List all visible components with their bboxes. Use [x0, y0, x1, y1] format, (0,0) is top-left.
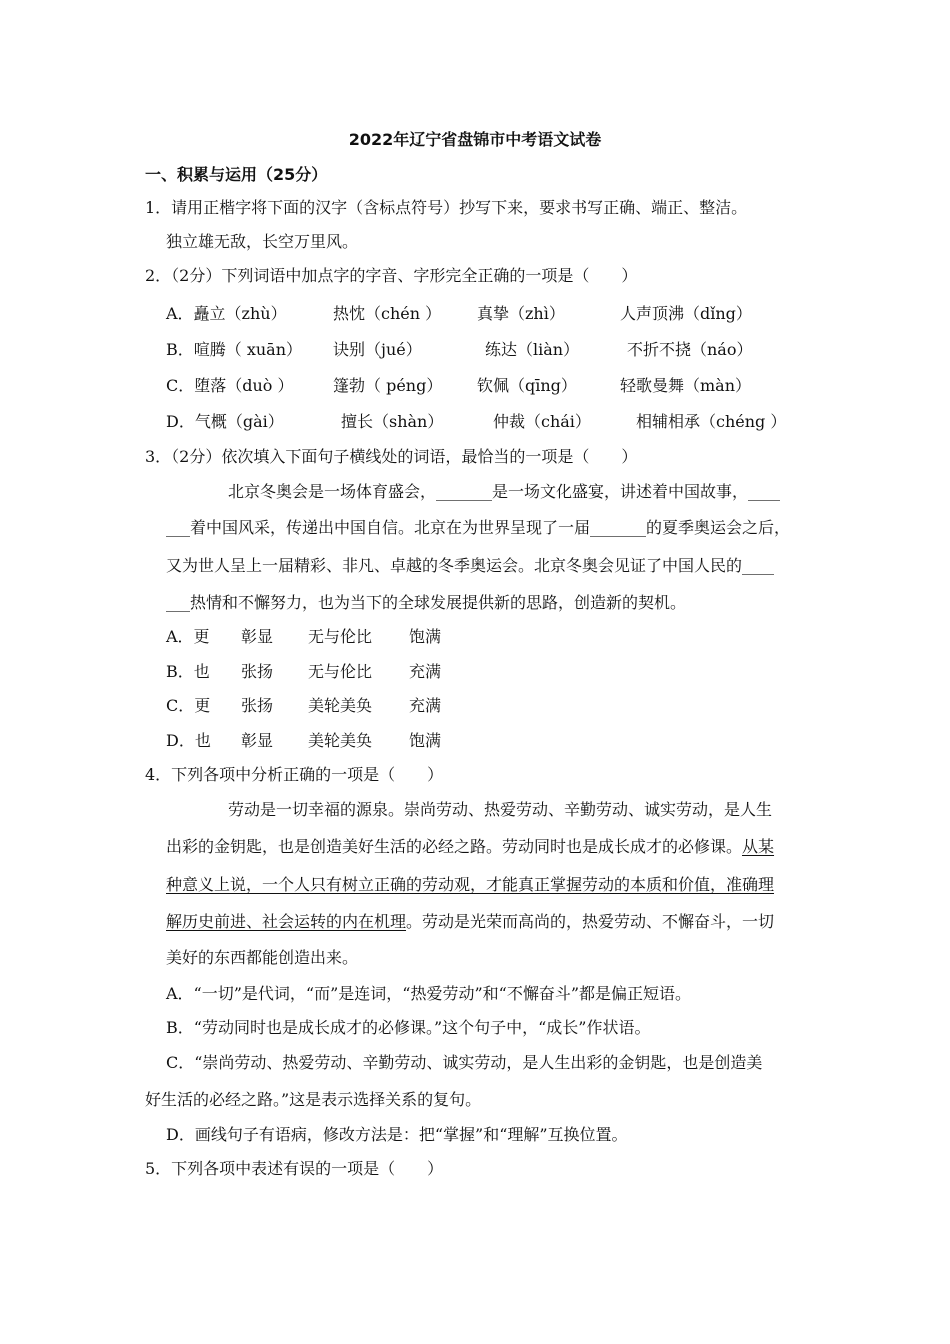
q4-option-a: A．“一切”是代词，“而”是连词，“热爱劳动”和“不懈奋斗”都是偏正短语。: [166, 984, 691, 1003]
q4-passage-text: 出彩的金钥匙，也是创造美好生活的必经之路。劳动同时也是成长成才的必修课。: [166, 837, 743, 856]
q2-option-d-1: D．气概（gài）: [166, 412, 284, 431]
q3-option-b-1: B．也: [166, 662, 210, 681]
q3-option-a-2: 彰显: [241, 627, 274, 646]
q3-option-a-1: A．更: [166, 627, 210, 646]
q4-underlined-sentence-end: 解历史前进、社会运转的内在机理: [166, 912, 407, 931]
q2-option-c-3: 钦佩（qīng）: [477, 376, 577, 395]
question-1-stem: 1．请用正楷字将下面的汉字（含标点符号）抄写下来，要求书写正确、端正、整洁。: [145, 198, 748, 217]
question-3-stem: 3．（2分）依次填入下面句子横线处的词语，最恰当的一项是（ ）: [145, 447, 638, 466]
q4-option-c-line-1: C．“崇尚劳动、热爱劳动、辛勤劳动、诚实劳动，是人生出彩的金钥匙，也是创造美: [166, 1053, 763, 1072]
q3-option-c-1: C．更: [166, 696, 211, 715]
q3-option-c-2: 张扬: [241, 696, 274, 715]
q4-passage-line-5: 美好的东西都能创造出来。: [166, 948, 359, 967]
q3-passage-line-2: ___着中国风采，传递出中国自信。北京在为世界呈现了一届_______的夏季奥运会之后，: [166, 518, 791, 537]
q2-option-c-2: 篷勃（ péng）: [333, 376, 443, 395]
q2-option-b-2: 诀别（jué）: [333, 340, 422, 359]
q4-option-d: D．画线句子有语病，修改方法是：把“掌握”和“理解”互换位置。: [166, 1125, 628, 1144]
q4-option-b: B．“劳动同时也是成长成才的必修课。”这个句子中，“成长”作状语。: [166, 1018, 651, 1037]
q3-option-c-4: 充满: [409, 696, 442, 715]
q3-option-d-3: 美轮美奂: [308, 731, 373, 750]
q3-option-b-4: 充满: [409, 662, 442, 681]
q3-option-d-4: 饱满: [409, 731, 442, 750]
q2-option-c-1: C．堕落（duò ）: [166, 376, 294, 395]
q2-option-d-2: 擅长（shàn）: [341, 412, 444, 431]
q3-passage-line-3: 又为世人呈上一届精彩、非凡、卓越的冬季奥运会。北京冬奥会见证了中国人民的____: [166, 556, 775, 575]
q3-passage-line-4: ___热情和不懈努力，也为当下的全球发展提供新的思路，创造新的契机。: [166, 593, 687, 612]
q3-option-b-3: 无与伦比: [308, 662, 373, 681]
q3-passage-line-1: 北京冬奥会是一场体育盛会，_______是一场文化盛宴，讲述着中国故事，____: [228, 482, 781, 501]
page-title: 2022年辽宁省盘锦市中考语文试卷: [348, 130, 602, 149]
q4-underlined-sentence-start: 从某: [742, 837, 775, 856]
q3-option-d-1: D．也: [166, 731, 211, 750]
q2-option-a-2: 热忱（chén ）: [333, 304, 442, 323]
question-5-stem: 5．下列各项中表述有误的一项是（ ）: [145, 1159, 444, 1178]
q2-option-d-4: 相辅相承（chéng ）: [636, 412, 787, 431]
q2-option-d-3: 仲裁（chái）: [493, 412, 591, 431]
q2-option-a-4: 人声顶沸（dǐng）: [620, 304, 752, 323]
question-4-stem: 4．下列各项中分析正确的一项是（ ）: [145, 765, 444, 784]
q4-passage-line-2: [166, 837, 774, 857]
q4-passage-line-3-underlined: 种意义上说，一个人只有树立正确的劳动观，才能真正掌握劳动的本质和价值，准确理: [166, 875, 775, 894]
q2-option-b-1: B．喧腾（ xuān）: [166, 340, 303, 359]
q3-option-c-3: 美轮美奂: [308, 696, 373, 715]
question-1-text: 独立雄无敌，长空万里风。: [166, 232, 359, 251]
q3-option-d-2: 彰显: [241, 731, 274, 750]
q2-option-b-3: 练达（liàn）: [485, 340, 580, 359]
section-heading: 一、积累与运用（25分）: [145, 165, 328, 184]
q3-option-a-3: 无与伦比: [308, 627, 373, 646]
q2-option-c-4: 轻歌曼舞（màn）: [620, 376, 752, 395]
q2-option-a-1: A．矗立（zhù）: [166, 304, 287, 323]
q3-option-b-2: 张扬: [241, 662, 274, 681]
q3-option-a-4: 饱满: [409, 627, 442, 646]
question-2-stem: 2．（2分）下列词语中加点字的字音、字形完全正确的一项是（ ）: [145, 266, 638, 285]
q4-option-c-line-2: 好生活的必经之路。”这是表示选择关系的复句。: [145, 1090, 482, 1109]
q4-passage-line-1: 劳动是一切幸福的源泉。崇尚劳动、热爱劳动、辛勤劳动、诚实劳动，是人生: [228, 800, 773, 819]
q4-passage-line-4: [166, 912, 774, 932]
q4-passage-text: 。劳动是光荣而高尚的，热爱劳动、不懈奋斗，一切: [406, 912, 775, 931]
q2-option-a-3: 真挚（zhì）: [477, 304, 565, 323]
q2-option-b-4: 不折不挠（náo）: [627, 340, 753, 359]
